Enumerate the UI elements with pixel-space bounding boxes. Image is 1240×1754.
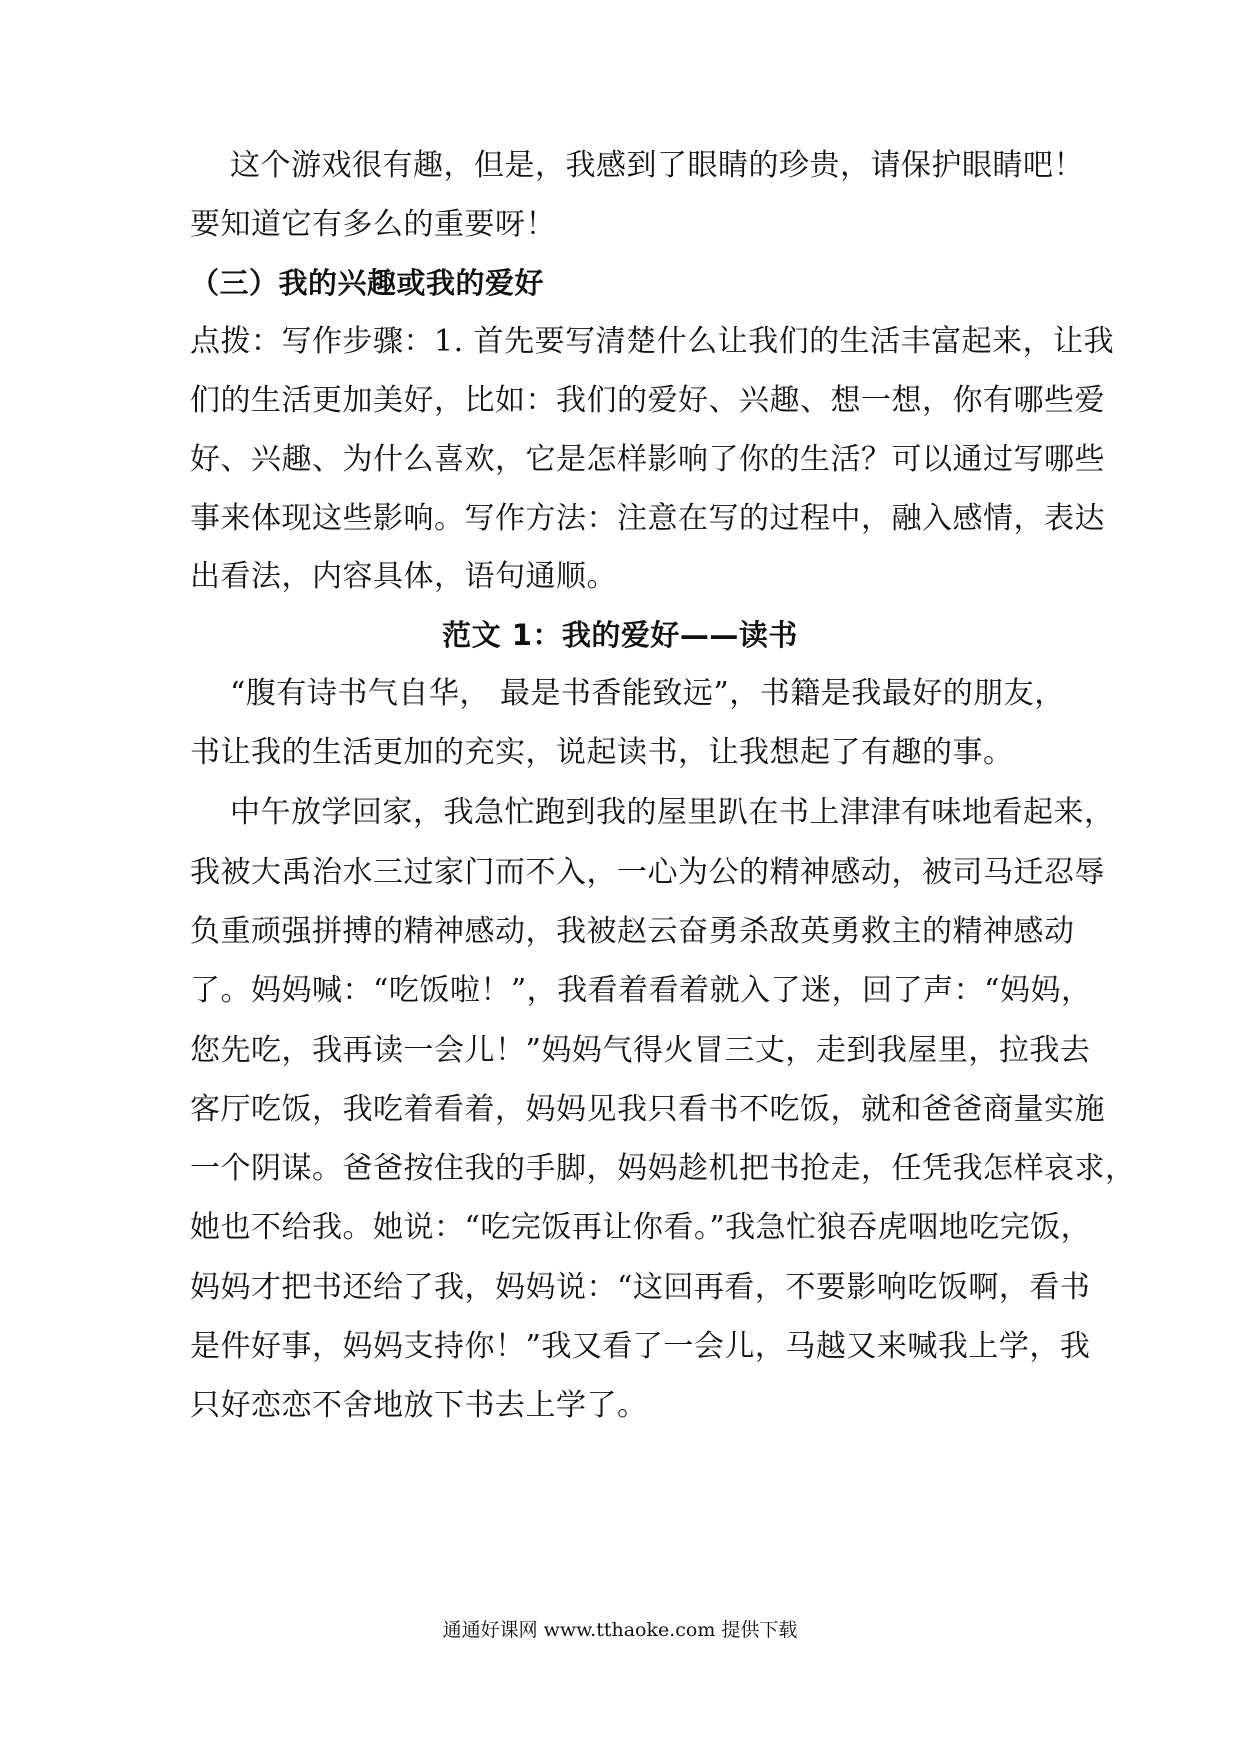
- essay-p2-line-9: 妈妈才把书还给了我，妈妈说：“这回再看，不要影响吃饭啊，看书: [190, 1270, 1091, 1305]
- essay-p2-line-2: 我被大禹治水三过家门而不入，一心为公的精神感动，被司马迁忍辱: [190, 855, 1105, 890]
- essay-p2-line-11: 只好恋恋不舍地放下书去上学了。: [190, 1388, 648, 1423]
- paragraph-eye-line-1: 这个游戏很有趣，但是，我感到了眼睛的珍贵，请保护眼睛吧！: [230, 148, 1084, 183]
- essay-p2-line-10: 是件好事，妈妈支持你！”我又看了一会儿，马越又来喊我上学，我: [190, 1329, 1091, 1364]
- essay-p2-line-5: 您先吃，我再读一会儿！”妈妈气得火冒三丈，走到我屋里，拉我去: [190, 1033, 1091, 1068]
- guidance-line-5: 出看法，内容具体，语句通顺。: [190, 559, 617, 594]
- essay-p2-line-8: 她也不给我。她说：“吃完饭再让你看。”我急忙狼吞虎咽地吃完饭，: [190, 1210, 1092, 1245]
- essay-p2-line-7: 一个阴谋。爸爸按住我的手脚，妈妈趁机把书抢走，任凭我怎样哀求，: [190, 1151, 1136, 1186]
- guidance-line-1: 点拨：写作步骤：1. 首先要写清楚什么让我们的生活丰富起来，让我: [190, 324, 1115, 359]
- essay-p1-line-2: 书让我的生活更加的充实，说起读书，让我想起了有趣的事。: [190, 735, 1014, 770]
- guidance-line-2: 们的生活更加美好，比如：我们的爱好、兴趣、想一想，你有哪些爱: [190, 383, 1105, 418]
- guidance-line-3: 好、兴趣、为什么喜欢，它是怎样影响了你的生活？可以通过写哪些: [190, 442, 1105, 477]
- essay-p2-line-3: 负重顽强拼搏的精神感动，我被赵云奋勇杀敌英勇救主的精神感动: [190, 914, 1075, 949]
- essay-p1-line-1: “腹有诗书气自华， 最是书香能致远”，书籍是我最好的朋友，: [230, 676, 1065, 711]
- section-heading: （三）我的兴趣或我的爱好: [190, 266, 545, 300]
- essay-p2-line-4: 了。妈妈喊：“吃饭啦！”，我看着看着就入了迷，回了声：“妈妈，: [190, 973, 1092, 1008]
- guidance-line-4: 事来体现这些影响。写作方法：注意在写的过程中，融入感情，表达: [190, 501, 1105, 536]
- essay-title: 范文 1：我的爱好——读书: [442, 618, 798, 652]
- essay-p2-line-6: 客厅吃饭，我吃着看着，妈妈见我只看书不吃饭，就和爸爸商量实施: [190, 1092, 1105, 1127]
- essay-p2-line-1: 中午放学回家，我急忙跑到我的屋里趴在书上津津有味地看起来，: [230, 795, 1115, 830]
- page-footer: 通通好课网 www.tthaoke.com 提供下载: [442, 1619, 798, 1641]
- paragraph-eye-line-2: 要知道它有多么的重要呀！: [190, 207, 556, 242]
